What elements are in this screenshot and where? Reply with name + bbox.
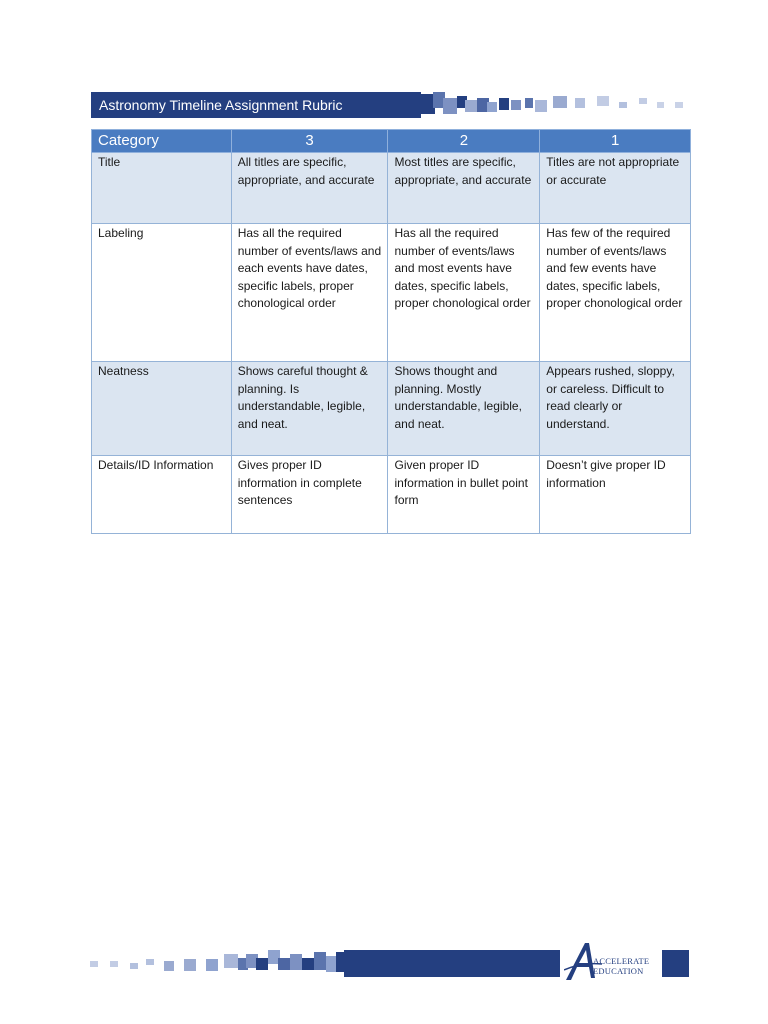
row-cell: Shows thought and planning. Mostly understandable, legible, and neat. [388, 362, 540, 456]
row-cell: Appears rushed, sloppy, or careless. Difficult to read clearly or understand. [540, 362, 691, 456]
logo-text: ACCELERATE EDUCATION [593, 956, 650, 976]
row-cell: Shows careful thought & planning. Is understandable, legible, and neat. [231, 362, 388, 456]
row-cell: Doesn’t give proper ID information [540, 456, 691, 534]
footer-corner-block [662, 950, 689, 977]
rubric-table [91, 129, 691, 534]
table-row [92, 362, 691, 456]
header-score-1: 1 [540, 130, 691, 153]
row-cell: Has few of the required number of events/laws and few events have dates, specific labels, proper chonological order [540, 224, 691, 362]
header-score-2: 2 [388, 130, 540, 153]
row-cell: Most titles are specific, appropriate, and accurate [388, 153, 540, 224]
table-row [92, 456, 691, 534]
table-row [92, 153, 691, 224]
header-decor-squares [421, 92, 691, 118]
footer-bar [344, 950, 560, 977]
header-category: Category [92, 130, 232, 153]
table-header-row [92, 130, 691, 153]
row-cell: All titles are specific, appropriate, and accurate [231, 153, 388, 224]
row-cell: Given proper ID information in bullet point form [388, 456, 540, 534]
footer-decor-squares [88, 950, 348, 977]
row-category: Details/ID Information [92, 456, 232, 534]
row-cell: Titles are not appropriate or accurate [540, 153, 691, 224]
row-category: Title [92, 153, 232, 224]
accelerate-education-logo [564, 940, 660, 982]
row-cell: Gives proper ID information in complete sentences [231, 456, 388, 534]
row-cell: Has all the required number of events/laws and each events have dates, specific labels, proper chonological order [231, 224, 388, 362]
row-category: Neatness [92, 362, 232, 456]
rubric-title: Astronomy Timeline Assignment Rubric [91, 92, 421, 118]
header-score-3: 3 [231, 130, 388, 153]
table-row [92, 224, 691, 362]
row-cell: Has all the required number of events/laws and most events have dates, specific labels, proper chonological order [388, 224, 540, 362]
row-category: Labeling [92, 224, 232, 362]
